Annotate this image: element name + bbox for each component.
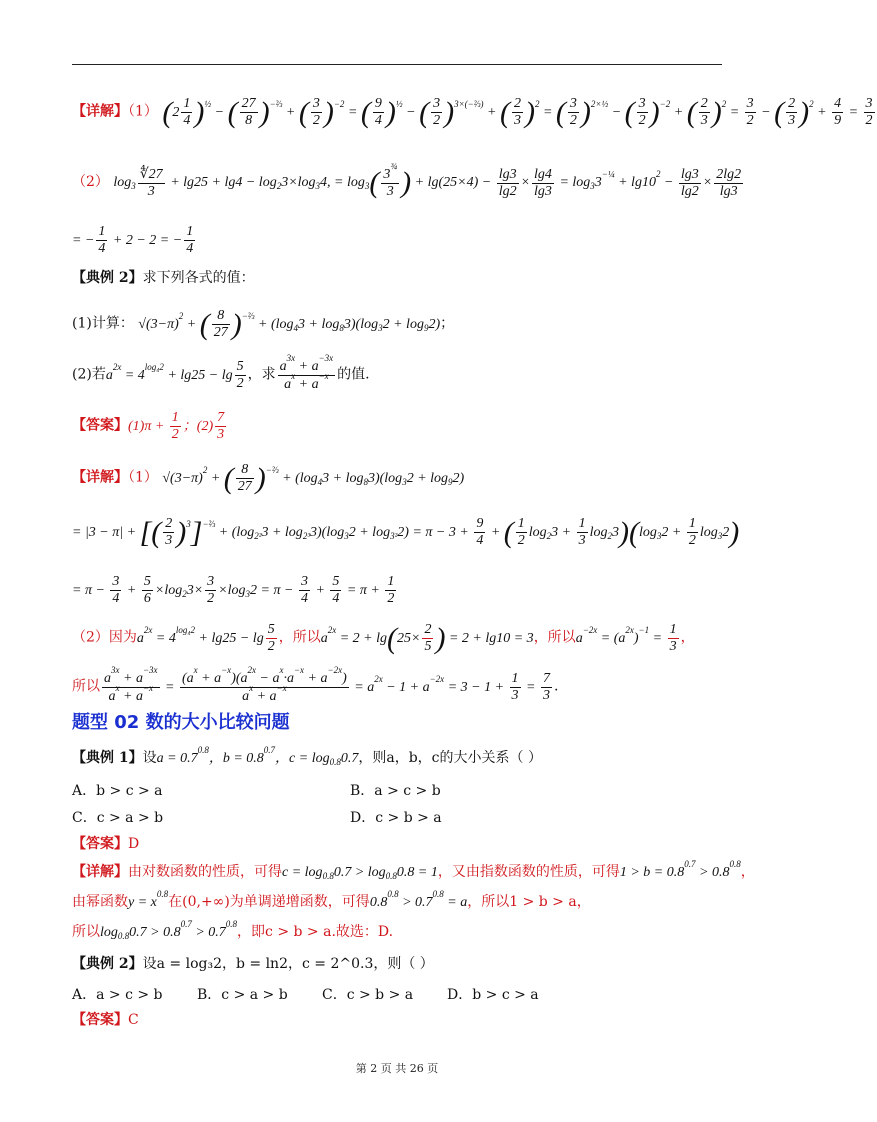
option-c: C．c > a > b [72, 810, 164, 826]
example2-detail-part1: 【详解】（1） $√(3-\pi)^2$ + ( $\frac{8}{27}$ )$^{-\frac{2}{3}} + (\log_43 + \log_83)(\log_32 + \log_92)$ [72, 461, 465, 495]
part-number: （2）因为 [72, 629, 137, 646]
option-b: B．a > c > b [350, 783, 441, 799]
detail-label: 【详解】 [72, 469, 128, 486]
example4-question [72, 954, 732, 974]
option-c: C．c > b > a [322, 987, 414, 1003]
option-d: D．b > c > a [447, 987, 539, 1003]
example2-question1: (1)计算： $√(3-\pi)^2$ + ( $\frac{8}{27}$ )$^{-\frac{2}{3}} + (\log_43 + \log_83)(\log_32 + \log_92)$； [72, 307, 455, 341]
detail-text: 在(0,+∞)为单调递增函数，可得 [168, 894, 370, 910]
part-number: （1） [128, 469, 158, 486]
page-footer: 第 2 页 共 26 页 [355, 1062, 439, 1075]
example2-answer: 【答案】(1)π + $\frac{1}{2}$ ；(2) $\frac{7}{3}$ [72, 410, 225, 442]
example-label: 【典例 2】 [72, 956, 143, 972]
period: . [553, 678, 559, 695]
example2-detail-part2: （2）因为$a^{2x} = 4^{log_42} + \lg 25 - \lg$ $\frac{5}{2}$ ，所以$a^{2x} = 2 + \lg(25\times$ $\frac{2}{5}$ ) = 2 + lg10 = 3，所以$a^{-2x} = (a^{2x})^{-1}$ = $\frac{1}{3}$ ， [72, 621, 695, 655]
example2-detail-step1: = |3 − π| + [( $\frac{2}{3}$ )$^3]^{-\frac{2}{3}} + (\log_{2^2}3 + \log_{2^3}3)(\log_32 + \log_{3^2}2) = \pi - 3$ + $\frac{9}{4}$ + ( $\frac{1}{2}$ $\log_23$ + $\frac{1}{3}$ $\log_23)(\log_32$ + $\frac{1}{2}$ $\log_32$) [72, 515, 740, 549]
answer-label: 【答案】 [72, 417, 128, 434]
question-text: 设a = log₃2，b = ln2，c = 2^0.3，则（ ） [142, 956, 434, 972]
question-prefix: 设 [142, 750, 157, 766]
option-a: A．b > c > a [72, 783, 163, 799]
example1-detail-part2: （2） $\log_3$ $\frac{∜27}{3}$ + $\lg 25 + \lg 4 - \log_23\times\log_34$, = $\log_3$( $\frac{3^{\frac{3}{4}}}{3}$ ) + lg(25×4) − $\frac{\lg 3}{\lg 2}$ × $\frac{\lg 4}{\lg 3}$ = $\log_33^{-\frac{1}{4}} + \lg 10^2$ − $\frac{\lg 3}{\lg 2}$ × $\frac{2\lg 2}{\lg 3}$ [72, 161, 742, 199]
example2-detail-conclusion: 所以 $\frac{a^{3x} + a^{-3x}}{a^x + a^{-x}}$ = $\frac{(a^x + a^{-x})(a^{2x} - a^x\cdot a^{-x} + a^{-2x})}{a^x + a^{-x}}$ = $a^{2x} - 1 + a^{-2x} = 3 - 1$ + $\frac{1}{3}$ = $\frac{7}{3}$ . [72, 665, 559, 704]
answer-value: C [128, 1012, 139, 1028]
example1-detail-result: = − $\frac{1}{4}$ + 2 − 2 = − $\frac{1}{4}$ [72, 224, 194, 256]
detail-text: ，又由指数函数的性质，可得 [437, 864, 620, 880]
example2-question2: (2)若$a^{2x} = 4^{log_42} + \lg 25 - \lg$ $\frac{5}{2}$ ，求 $\frac{a^{3x} + a^{-3x}}{a^x + a^{-x}}$ 的值. [72, 353, 370, 392]
detail-text: 所以 [72, 924, 100, 940]
question-end: 的值. [337, 366, 370, 383]
example-label: 【典例 1】 [72, 750, 143, 766]
answer-label: 【答案】 [72, 836, 128, 852]
detail-label: 【详解】 [72, 864, 128, 880]
example-label: 【典例 2】 [72, 270, 143, 286]
question-mid: ，求 [247, 366, 276, 383]
connector-text: ，所以 [533, 629, 576, 646]
detail-text: ，所以1 > b > a， [467, 894, 591, 910]
example2-detail-step2: = π − $\frac{3}{4}$ + $\frac{5}{6}$ $\times\log_23\times$ $\frac{3}{2}$ $\times\log_32 = \pi$ − $\frac{3}{4}$ + $\frac{5}{4}$ = π + $\frac{1}{2}$ [72, 574, 395, 606]
example1-detail-part1: 【详解】（1） (2 $\frac{1}{4}$ )$^{\frac{1}{2}}$ − ( $\frac{27}{8}$ )$^{-\frac{2}{3}}$ + ( $\frac{3}{2}$ )$^{-2}$ = ( $\frac{9}{4}$ )$^{\frac{1}{2}}$ − ( $\frac{3}{2}$ )$^{3\times(-\frac{2}{3})}$ + ( $\frac{2}{3}$ )$^2$ = ( $\frac{3}{2}$ )$^{2\times\frac{1}{2}}$ − ( $\frac{3}{2}$ )$^{-2}$ + ( $\frac{2}{3}$ )$^2$ = $\frac{3}{2}$ − ( $\frac{2}{3}$ )$^2$ + $\frac{4}{9}$ = $\frac{3}{2}$ [72, 95, 873, 129]
example4-answer [72, 1010, 732, 1030]
option-b: B．c > a > b [197, 987, 288, 1003]
answer-value: D [128, 836, 140, 852]
connector-text: ，所以 [278, 629, 321, 646]
part-number: （2） [72, 174, 109, 191]
example3-detail-line3: 所以$\log_{0.8}0.7 > 0.8^{0.7} > 0.7^{0.8}$，即c > b > a.故选：D. [72, 919, 394, 941]
section-title: 题型 02 数的大小比较问题 [72, 712, 290, 733]
connector-text: 所以 [72, 678, 100, 695]
option-d: D．c > b > a [350, 810, 442, 826]
question-suffix: ，则a，b，c的大小关系（ ） [358, 750, 542, 766]
detail-text: 由幂函数 [72, 894, 128, 910]
example3-question: 【典例 1】设$a = 0.7^{0.8}$，$b = 0.8^{0.7}$，$c = \log_{0.8}0.7$，则a，b，c的大小关系（ ） [72, 745, 542, 767]
answer-label: 【答案】 [72, 1012, 128, 1028]
option-a: A．a > c > b [72, 987, 163, 1003]
detail-text: ，即c > b > a.故选：D. [237, 924, 394, 940]
example3-answer [72, 834, 732, 854]
example2-heading [72, 268, 732, 288]
header-rule [72, 64, 722, 65]
example3-detail-line2: 由幂函数$y = x^{0.8}$在(0,+∞)为单调递增函数，可得$0.8^{0.8} > 0.7^{0.8} = a$，所以1 > b > a， [72, 889, 591, 910]
question-prefix: (1)计算： [72, 315, 134, 332]
example3-detail-line1: 【详解】由对数函数的性质，可得$c = \log_{0.8}0.7 > \log_{0.8}0.8 = 1$，又由指数函数的性质，可得$1 > b = 0.8^{0.7} > 0.8^{0.8}$， [72, 859, 755, 881]
part-number: （1） [128, 103, 158, 120]
detail-text: 由对数函数的性质，可得 [128, 864, 282, 880]
detail-label: 【详解】 [72, 103, 128, 120]
question-prefix: (2)若 [72, 366, 106, 383]
example-intro: 求下列各式的值： [142, 270, 255, 286]
